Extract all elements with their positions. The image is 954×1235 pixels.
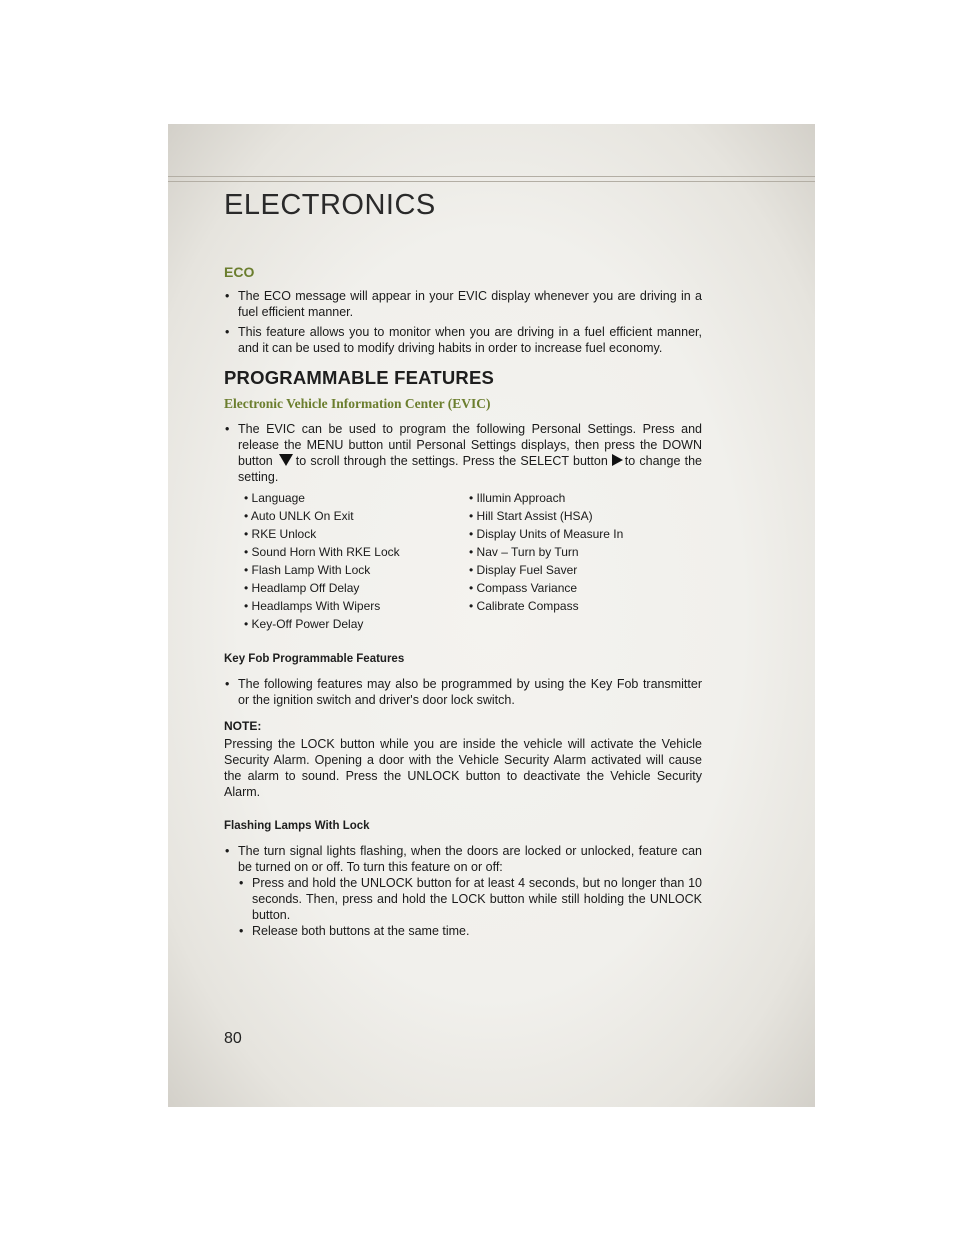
down-arrow-icon	[279, 454, 293, 466]
evic-intro-part1: The EVIC can be used to program the following Personal Settings. Press and release the MENU button until Personal Settings displays, then press the DOWN button	[238, 422, 702, 468]
list-item: • Auto UNLK On Exit	[244, 507, 469, 525]
page-content	[224, 264, 702, 943]
list-item: • Display Units of Measure In	[469, 525, 694, 543]
list-item: • Headlamp Off Delay	[244, 579, 469, 597]
evic-heading: Electronic Vehicle Information Center (EVIC)	[224, 396, 491, 411]
programmable-features-heading: PROGRAMMABLE FEATURES	[224, 367, 495, 388]
settings-column-right	[469, 489, 694, 633]
list-item: • Press and hold the UNLOCK button for at least 4 seconds, but no longer than 10 seconds. Then, press and hold the LOCK button while still holding the UNLOCK button.	[238, 875, 702, 923]
list-item	[224, 843, 702, 939]
list-item: • Illumin Approach	[469, 489, 694, 507]
note-label: NOTE:	[224, 719, 262, 733]
right-arrow-icon	[612, 454, 623, 466]
list-item: • Key-Off Power Delay	[244, 615, 469, 633]
evic-intro	[224, 421, 702, 485]
personal-settings-list	[244, 489, 702, 633]
flashing-lamps-bullet-list	[224, 843, 702, 939]
page-number: 80	[224, 1030, 242, 1047]
key-fob-bullet-list	[224, 676, 702, 708]
manual-page	[168, 124, 815, 1107]
list-item: • Flash Lamp With Lock	[244, 561, 469, 579]
flashing-lamps-heading: Flashing Lamps With Lock	[224, 820, 370, 832]
evic-bullet-list	[224, 421, 702, 485]
list-item: • Compass Variance	[469, 579, 694, 597]
list-item: • Display Fuel Saver	[469, 561, 694, 579]
list-item: • Headlamps With Wipers	[244, 597, 469, 615]
list-item: • Sound Horn With RKE Lock	[244, 543, 469, 561]
settings-column-left	[244, 489, 469, 633]
eco-bullet-list	[224, 288, 702, 356]
header-rule-top	[168, 176, 815, 177]
list-item: • Language	[244, 489, 469, 507]
flashing-lamps-intro: The turn signal lights flashing, when the doors are locked or unlocked, feature can be turned on or off. To turn this feature on or off:	[238, 844, 702, 874]
list-item: • The following features may also be programmed by using the Key Fob transmitter or the ignition switch and driver's door lock switch.	[224, 676, 702, 708]
evic-intro-part3: to change the setting.	[238, 454, 702, 484]
eco-heading: ECO	[224, 264, 255, 280]
evic-intro-part2: to scroll through the settings. Press the SELECT button	[295, 454, 608, 468]
list-item: • The ECO message will appear in your EVIC display whenever you are driving in a fuel efficient manner.	[224, 288, 702, 320]
header-rule-bottom	[168, 181, 815, 182]
list-item: • Hill Start Assist (HSA)	[469, 507, 694, 525]
list-item: • Nav – Turn by Turn	[469, 543, 694, 561]
list-item: • Release both buttons at the same time.	[238, 923, 702, 939]
list-item: • Calibrate Compass	[469, 597, 694, 615]
list-item: • RKE Unlock	[244, 525, 469, 543]
key-fob-heading: Key Fob Programmable Features	[224, 653, 405, 665]
note-text: Pressing the LOCK button while you are inside the vehicle will activate the Vehicle Security Alarm. Opening a door with the Vehicle Security Alarm activated will cause the alarm to sound. Press the UNLOCK button to deactivate the Vehicle Security Alarm.	[224, 737, 702, 799]
list-item: • This feature allows you to monitor when you are driving in a fuel efficient manner, and it can be used to modify driving habits in order to increase fuel economy.	[224, 324, 702, 356]
flashing-lamps-sub-list	[224, 875, 702, 939]
section-title: ELECTRONICS	[224, 189, 436, 221]
